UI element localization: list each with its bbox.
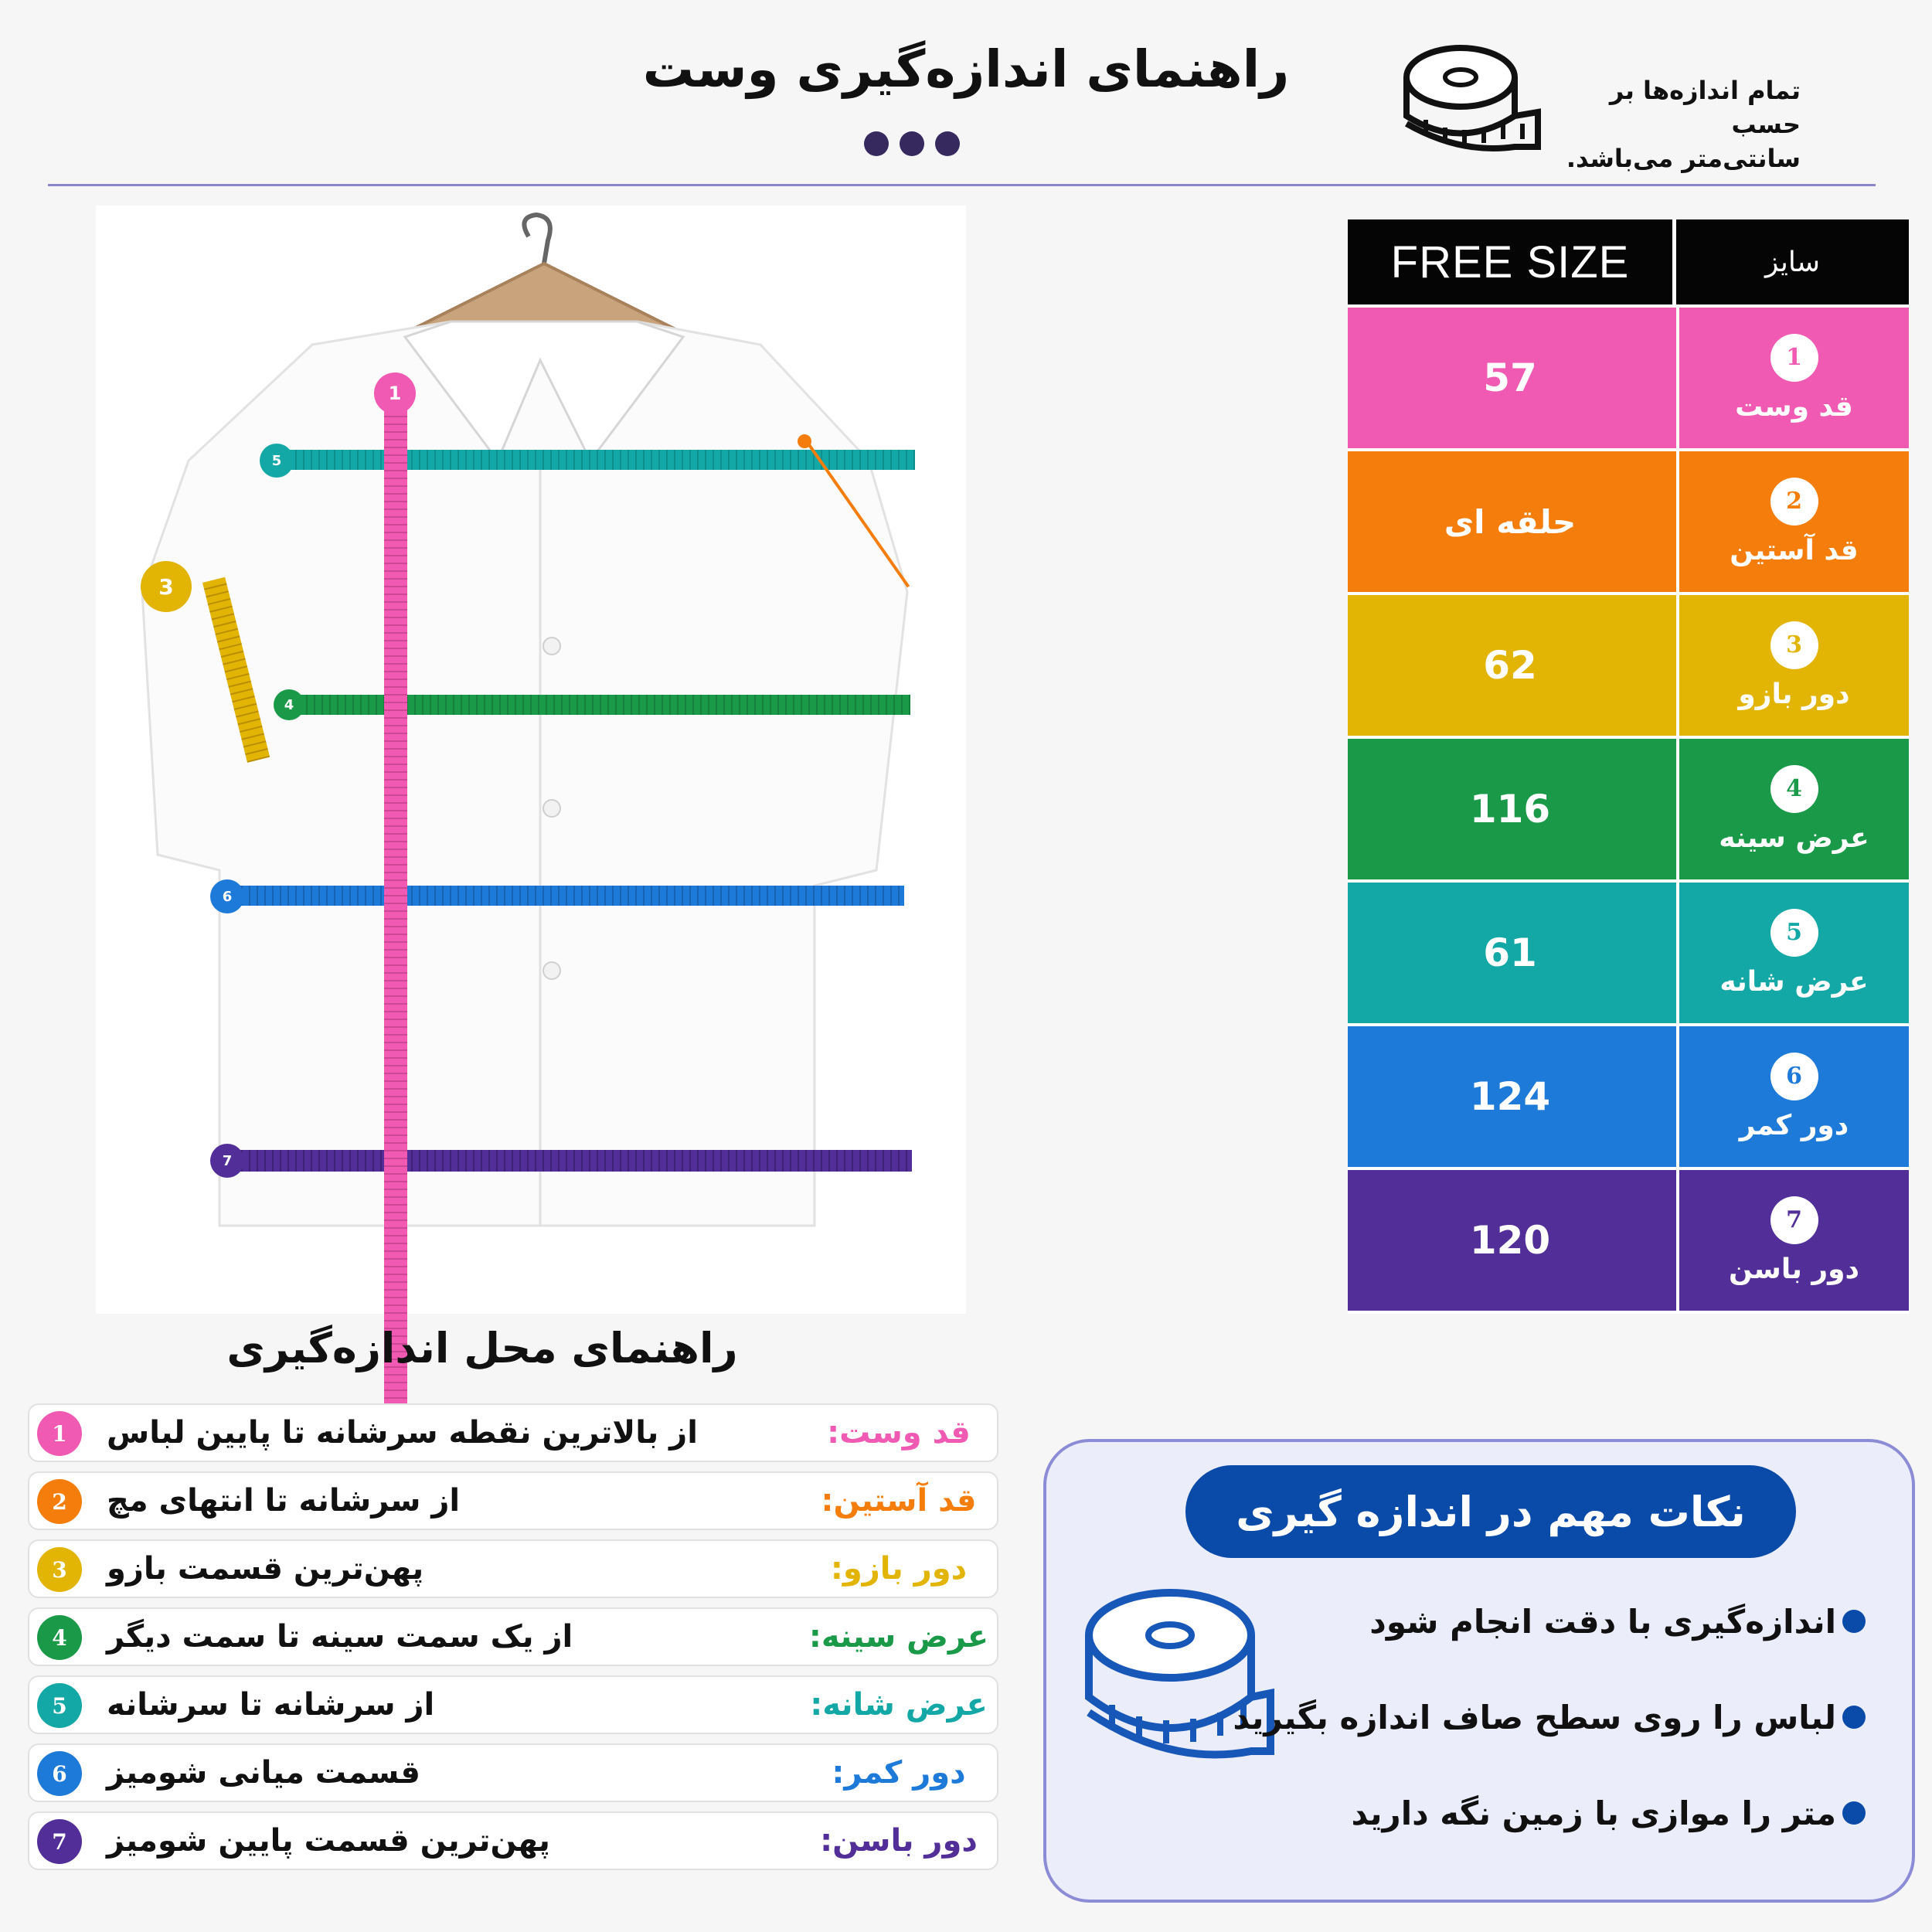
bullet-icon bbox=[1842, 1706, 1866, 1729]
garment-photo bbox=[96, 206, 966, 1314]
table-row bbox=[1348, 451, 1909, 592]
guide-label: عرض شانه: bbox=[810, 1687, 988, 1723]
measuring-tape-icon bbox=[1399, 39, 1546, 155]
ruler-waist bbox=[227, 886, 904, 906]
guide-label: قد آستین: bbox=[821, 1483, 977, 1519]
dot bbox=[864, 131, 889, 156]
row-number: 4 bbox=[1770, 765, 1818, 813]
guide-row bbox=[28, 1403, 998, 1462]
guide-number: 6 bbox=[37, 1751, 82, 1796]
dot bbox=[935, 131, 960, 156]
tip-text: اندازه‌گیری با دقت انجام شود bbox=[1369, 1602, 1836, 1641]
guide-row bbox=[28, 1743, 998, 1802]
measure-label-cell bbox=[1676, 308, 1909, 448]
row-number: 5 bbox=[1770, 909, 1818, 957]
size-value: 57 bbox=[1483, 355, 1537, 400]
tip-text: متر را موازی با زمین نگه دارید bbox=[1351, 1794, 1836, 1832]
guide-label: دور باسن: bbox=[820, 1823, 978, 1859]
guide-row bbox=[28, 1471, 998, 1530]
row-number: 6 bbox=[1770, 1053, 1818, 1100]
tip-text: لباس را روی سطح صاف اندازه بگیرید bbox=[1233, 1698, 1836, 1736]
marker-1: 1 bbox=[374, 372, 416, 414]
size-value: حلقه ای bbox=[1444, 502, 1577, 541]
guide-row bbox=[28, 1675, 998, 1734]
guide-label: دور کمر: bbox=[832, 1755, 966, 1791]
size-value: 120 bbox=[1469, 1218, 1551, 1263]
size-value: 124 bbox=[1469, 1074, 1551, 1119]
guide-number: 7 bbox=[37, 1819, 82, 1864]
measure-label-cell bbox=[1676, 739, 1909, 879]
guide-description: از بالاترین نقطه سرشانه تا پایین لباس bbox=[107, 1415, 698, 1451]
row-number: 2 bbox=[1770, 478, 1818, 526]
bullet-icon bbox=[1842, 1801, 1866, 1825]
size-value: 61 bbox=[1483, 930, 1537, 975]
header-divider bbox=[48, 184, 1876, 186]
measure-label-cell bbox=[1676, 595, 1909, 736]
guide-label: قد وست: bbox=[827, 1415, 971, 1451]
measure-label: عرض شانه bbox=[1719, 965, 1869, 998]
guide-row bbox=[28, 1539, 998, 1598]
table-row bbox=[1348, 1170, 1909, 1311]
guide-label: عرض سینه: bbox=[808, 1619, 989, 1655]
measure-label-cell bbox=[1676, 883, 1909, 1023]
marker-6: 6 bbox=[210, 879, 244, 913]
row-number: 3 bbox=[1770, 621, 1818, 669]
row-number: 7 bbox=[1770, 1196, 1818, 1244]
size-value: 62 bbox=[1483, 643, 1537, 688]
guide-description: پهن‌ترین قسمت پایین شومیز bbox=[107, 1823, 550, 1859]
marker-4: 4 bbox=[274, 689, 304, 720]
guide-title: راهنمای محل اندازه‌گیری bbox=[226, 1324, 738, 1372]
decorative-dots bbox=[864, 131, 964, 159]
marker-5: 5 bbox=[260, 444, 294, 478]
tip-item bbox=[1233, 1686, 1866, 1748]
measure-label: قد آستین bbox=[1730, 534, 1859, 566]
guide-row bbox=[28, 1811, 998, 1870]
marker-3: 3 bbox=[141, 561, 192, 612]
tips-title: نکات مهم در اندازه گیری bbox=[1185, 1465, 1796, 1558]
ruler-length bbox=[384, 410, 407, 1454]
guide-description: از یک سمت سینه تا سمت دیگر bbox=[107, 1619, 573, 1655]
units-note bbox=[1561, 73, 1801, 175]
measure-label-cell bbox=[1676, 1170, 1909, 1311]
measure-label: عرض سینه bbox=[1719, 821, 1869, 854]
guide-description: پهن‌ترین قسمت بازو bbox=[107, 1551, 424, 1587]
table-row bbox=[1348, 595, 1909, 736]
row-number: 1 bbox=[1770, 334, 1818, 382]
ruler-hip bbox=[227, 1150, 912, 1172]
table-header-label: سایز bbox=[1676, 219, 1909, 304]
guide-description: از سرشانه تا انتهای مچ bbox=[107, 1483, 461, 1519]
size-value: 116 bbox=[1469, 787, 1551, 832]
size-table bbox=[1348, 219, 1909, 1314]
guide-number: 1 bbox=[37, 1411, 82, 1456]
measure-label-cell bbox=[1676, 1026, 1909, 1167]
tip-item bbox=[1247, 1590, 1866, 1652]
marker-7: 7 bbox=[210, 1144, 244, 1178]
measure-label: دور کمر bbox=[1739, 1109, 1849, 1141]
table-row bbox=[1348, 883, 1909, 1023]
guide-row bbox=[28, 1607, 998, 1666]
table-row bbox=[1348, 1026, 1909, 1167]
tip-item bbox=[1247, 1782, 1866, 1844]
units-note-line: سانتی‌متر می‌باشد. bbox=[1566, 144, 1801, 173]
guide-number: 2 bbox=[37, 1479, 82, 1524]
tips-panel bbox=[1043, 1439, 1915, 1903]
measure-label: قد وست bbox=[1735, 390, 1853, 423]
units-note-line: تمام اندازه‌ها بر حسب bbox=[1609, 76, 1801, 139]
marker-2 bbox=[798, 434, 811, 448]
measure-label: دور باسن bbox=[1729, 1253, 1859, 1285]
guide-number: 3 bbox=[37, 1547, 82, 1592]
guide-number: 4 bbox=[37, 1615, 82, 1660]
guide-description: از سرشانه تا سرشانه bbox=[107, 1687, 435, 1723]
table-row bbox=[1348, 739, 1909, 879]
measure-label-cell bbox=[1676, 451, 1909, 592]
guide-number: 5 bbox=[37, 1683, 82, 1728]
dot bbox=[900, 131, 924, 156]
measure-label: دور بازو bbox=[1738, 678, 1850, 710]
table-row bbox=[1348, 308, 1909, 448]
bullet-icon bbox=[1842, 1610, 1866, 1633]
table-header-size: FREE SIZE bbox=[1348, 219, 1672, 304]
guide-label: دور بازو: bbox=[830, 1551, 968, 1587]
page-title: راهنمای اندازه‌گیری وست bbox=[642, 39, 1290, 99]
guide-description: قسمت میانی شومیز bbox=[107, 1755, 420, 1791]
